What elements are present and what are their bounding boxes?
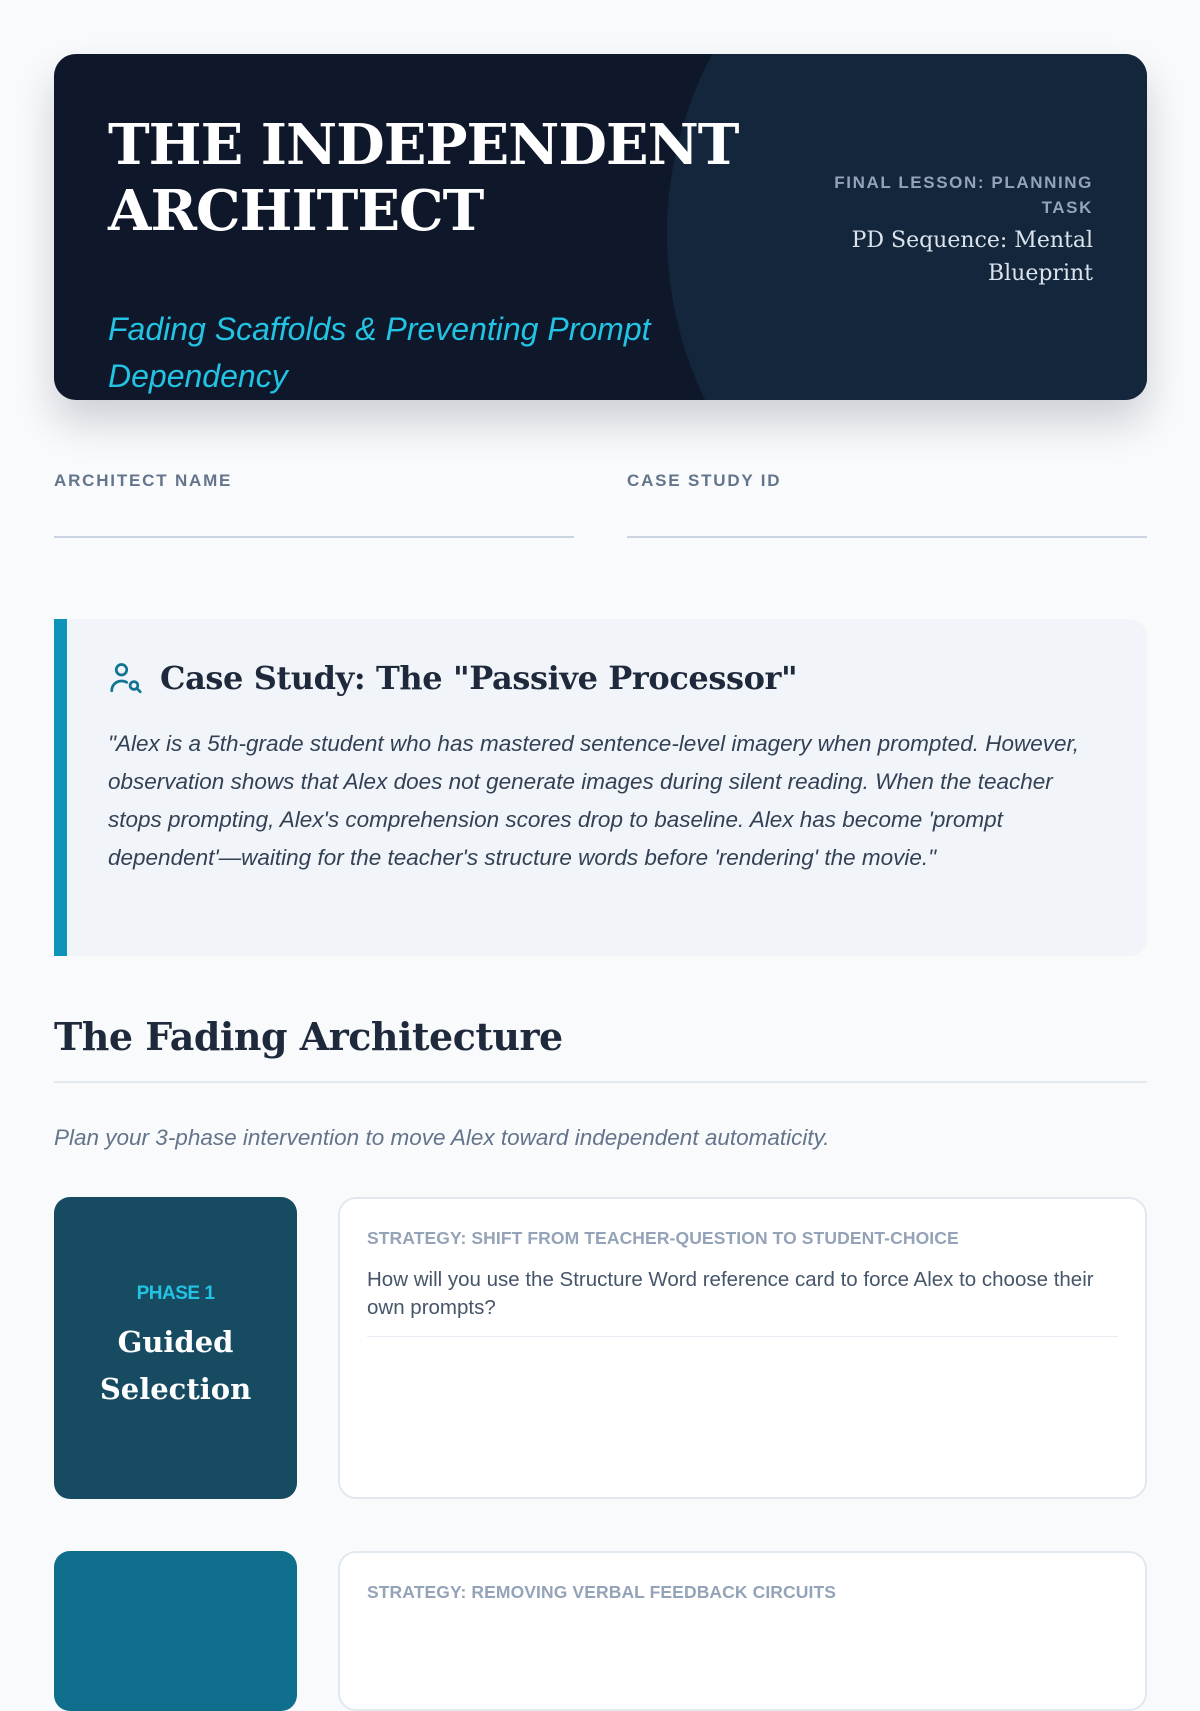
case-study-id-label: CASE STUDY ID <box>627 471 782 490</box>
architect-name-field[interactable] <box>54 468 574 538</box>
architect-name-label: ARCHITECT NAME <box>54 471 233 490</box>
lesson-meta-label: FINAL LESSON: PLANNING TASK <box>834 173 1093 217</box>
section-intro: Plan your 3-phase intervention to move Alex toward independent automaticity. <box>54 1125 830 1150</box>
header-banner <box>54 54 1147 400</box>
lesson-meta-value: PD Sequence: Mental Blueprint <box>851 228 1093 286</box>
architect-name-line[interactable] <box>54 536 574 538</box>
case-study-id-line[interactable] <box>627 536 1147 538</box>
phase-1-number: PHASE 1 <box>136 1283 215 1304</box>
phase-1-strategy: STRATEGY: SHIFT FROM TEACHER-QUESTION TO STUDENT-CHOICE <box>367 1228 959 1248</box>
case-study-text: "Alex is a 5th-grade student who has mastered sentence-level imagery when prompted. However, observation shows that Alex does not generate images during silent reading. When the teacher stops prompting, Alex's comprehension scores drop to baseline. Alex has become 'prompt dependent'—waiting for the teacher's structure words before 'rendering' the movie." <box>108 731 1079 870</box>
section-divider <box>54 1081 1147 1083</box>
case-study-title: Case Study: The "Passive Processor" <box>160 659 798 697</box>
case-study-heading <box>108 659 797 697</box>
section-title: The Fading Architecture <box>54 1014 563 1059</box>
phase-1-tile <box>54 1197 297 1499</box>
case-study-id-field[interactable] <box>627 468 1147 538</box>
phase-2-tile <box>54 1551 297 1711</box>
phase-2-card <box>338 1551 1147 1711</box>
page <box>54 54 1147 1602</box>
phase-1-name: Guided Selection <box>99 1325 252 1406</box>
phase-1-answer-area[interactable] <box>367 1336 1118 1337</box>
phase-1-card <box>338 1197 1147 1499</box>
page-title: THE INDEPENDENT ARCHITECT <box>108 112 739 244</box>
phase-2-strategy: STRATEGY: REMOVING VERBAL FEEDBACK CIRCUITS <box>367 1582 837 1602</box>
case-study-box <box>54 619 1147 956</box>
info-fields <box>54 468 1147 568</box>
page-subtitle: Fading Scaffolds & Preventing Prompt Dependency <box>108 311 651 394</box>
user-search-icon <box>108 660 144 696</box>
phase-1-question: How will you use the Structure Word reference card to force Alex to choose their own prompts? <box>367 1268 1094 1319</box>
lesson-meta <box>793 170 1093 290</box>
